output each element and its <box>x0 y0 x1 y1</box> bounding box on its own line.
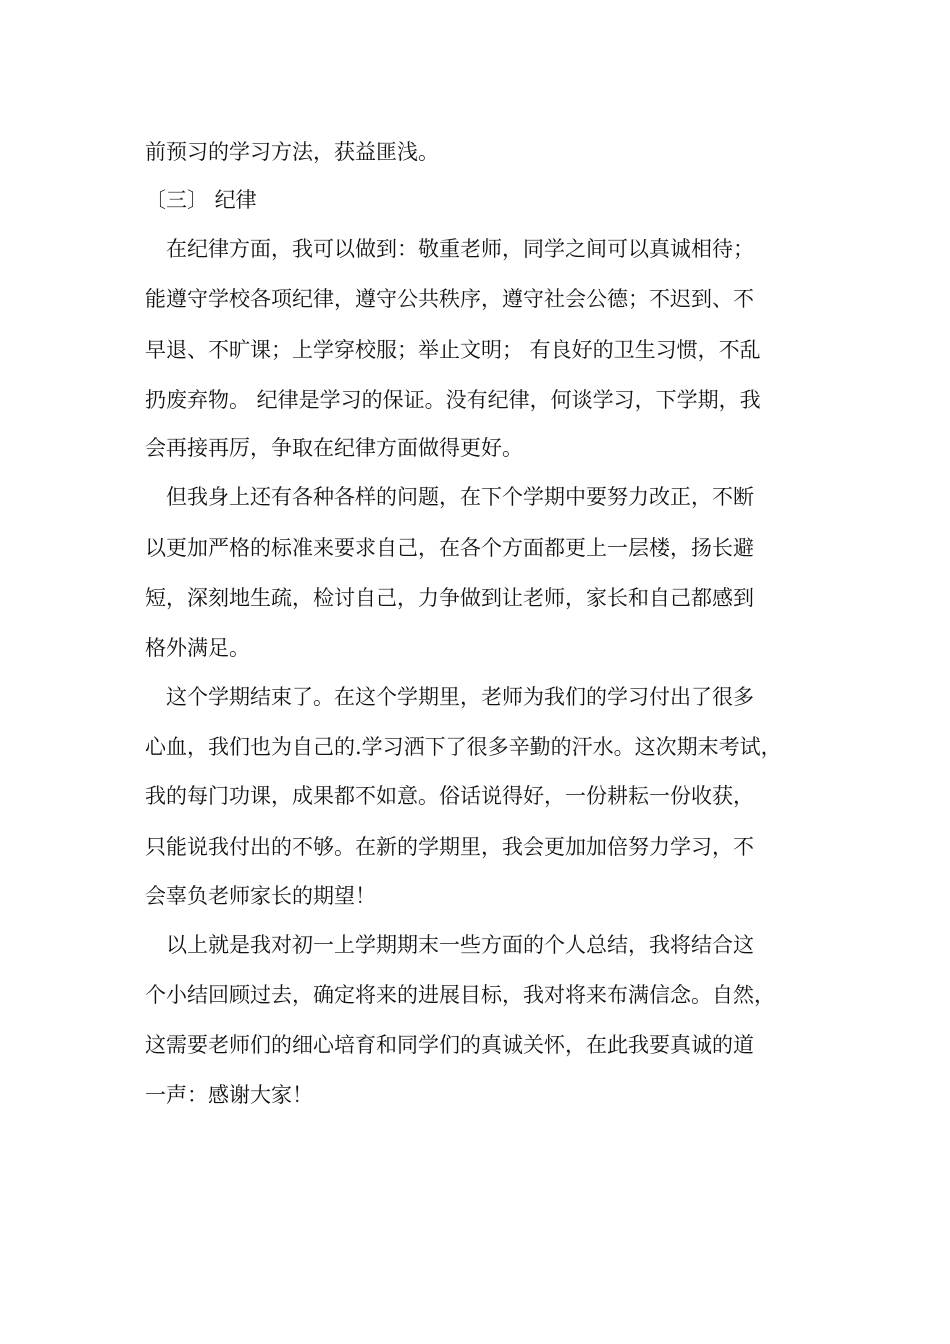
text-line: 短，深刻地生疏，检讨自己，力争做到让老师，家长和自己都感到 <box>145 586 754 610</box>
text-line: 前预习的学习方法，获益匪浅。 <box>145 140 439 164</box>
text-line: 一声：感谢大家！ <box>145 1083 313 1107</box>
text-line: 这需要老师们的细心培育和同学们的真诚关怀，在此我要真诚的道 <box>145 1033 754 1057</box>
text-line: 心血，我们也为自己的.学习洒下了很多辛勤的汗水。这次期末考试， <box>145 735 782 759</box>
text-line: 格外满足。 <box>145 636 250 660</box>
text-line: 我的每门功课，成果都不如意。俗话说得好，一份耕耘一份收获， <box>145 784 754 808</box>
text-line: 扔废弃物。 纪律是学习的保证。没有纪律，何谈学习，下学期，我 <box>145 388 761 412</box>
paragraph-first-line: 在纪律方面，我可以做到：敬重老师，同学之间可以真诚相待； <box>166 237 754 261</box>
text-line: 会辜负老师家长的期望！ <box>145 884 376 908</box>
paragraph-first-line: 以上就是我对初一上学期期末一些方面的个人总结，我将结合这 <box>166 933 754 957</box>
text-line: 个小结回顾过去，确定将来的进展目标，我对将来布满信念。自然， <box>145 983 775 1007</box>
text-line: 只能说我付出的不够。在新的学期里，我会更加加倍努力学习，不 <box>145 835 754 859</box>
paragraph-first-line: 这个学期结束了。在这个学期里，老师为我们的学习付出了很多 <box>166 685 754 709</box>
text-line: 能遵守学校各项纪律，遵守公共秩序，遵守社会公德；不迟到、不 <box>145 287 754 311</box>
section-heading: 〔三〕 纪律 <box>145 188 257 212</box>
text-line: 会再接再厉，争取在纪律方面做得更好。 <box>145 436 523 460</box>
paragraph-first-line: 但我身上还有各种各样的问题，在下个学期中要努力改正，不断 <box>166 485 754 509</box>
text-line: 早退、不旷课；上学穿校服；举止文明； 有良好的卫生习惯，不乱 <box>145 338 761 362</box>
text-line: 以更加严格的标准来要求自己，在各个方面都更上一层楼，扬长避 <box>145 536 754 560</box>
